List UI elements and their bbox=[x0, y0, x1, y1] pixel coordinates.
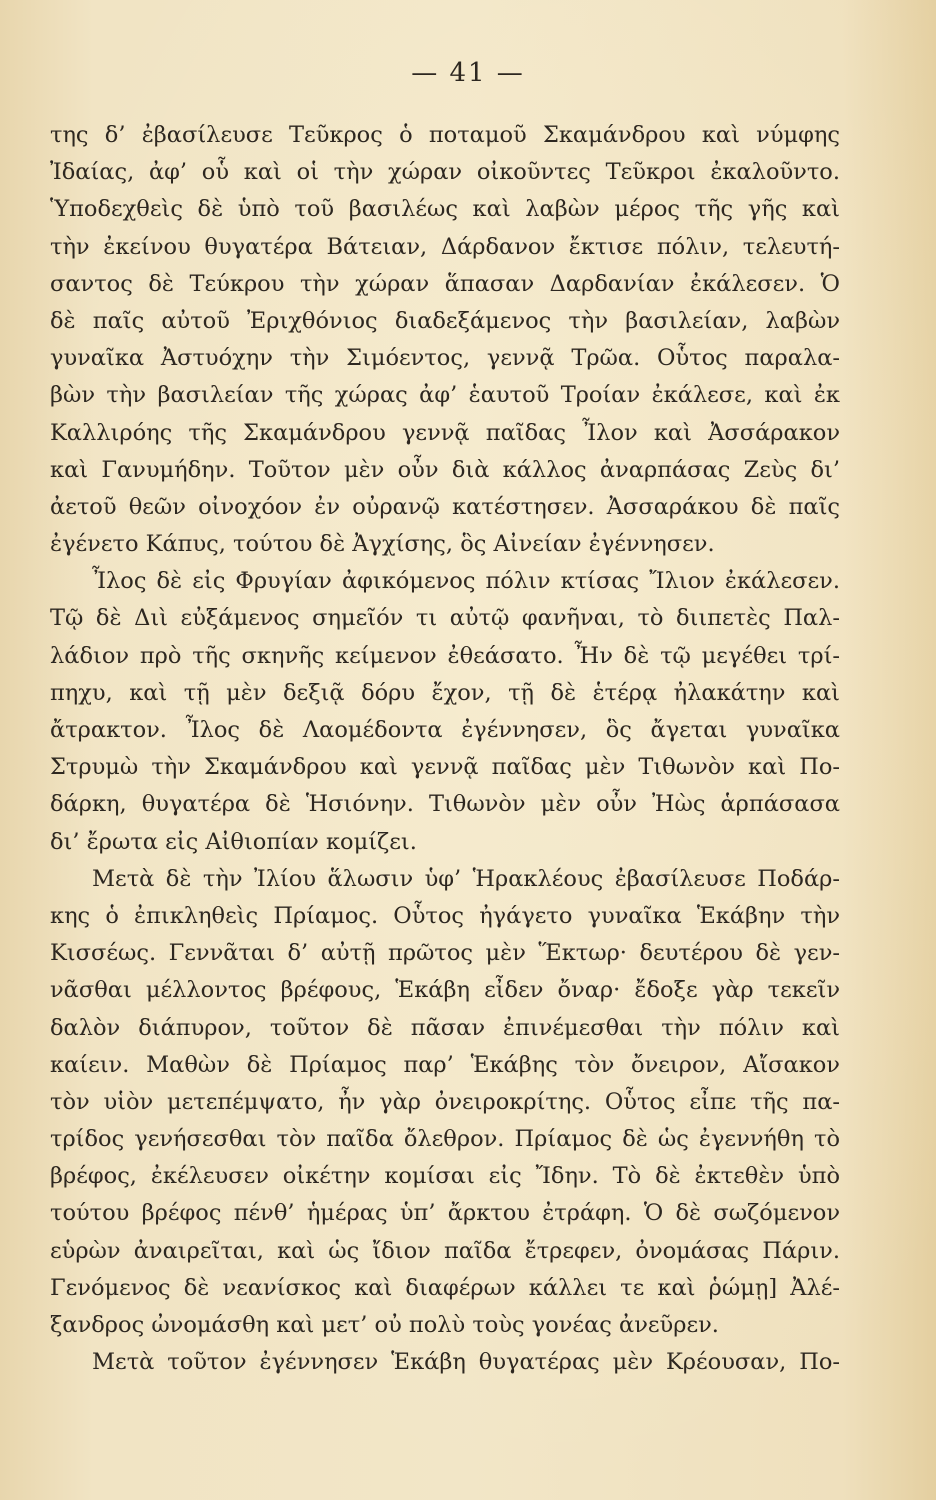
text-line: δὲ παῖς αὐτοῦ Ἐριχθόνιος διαδεξάμενος τὴν βασιλείαν, λαβὼν bbox=[50, 307, 840, 334]
text-line: ἀετοῦ θεῶν οἰνοχόον ἐν οὐρανῷ κατέστησεν. Ἀσσαράκου δὲ παῖς bbox=[50, 493, 840, 520]
text-line: γυναῖκα Ἀστυόχην τὴν Σιμόεντος, γεννᾷ Τρῶα. Οὗτος παραλα- bbox=[50, 345, 840, 372]
text-line: τούτου βρέφος πένθ’ ἡμέρας ὑπ’ ἄρκτου ἐτράφη. Ὁ δὲ σωζόμενον bbox=[50, 1200, 840, 1227]
text-line: εὑρὼν ἀναιρεῖται, καὶ ὡς ἴδιον παῖδα ἔτρεφεν, ὀνομάσας Πάριν. bbox=[50, 1237, 840, 1264]
text-line: Στρυμὼ τὴν Σκαμάνδρου καὶ γεννᾷ παῖδας μὲν Τιθωνὸν καὶ Πο- bbox=[50, 754, 840, 781]
text-line: πηχυ, καὶ τῇ μὲν δεξιᾷ δόρυ ἔχον, τῇ δὲ ἑτέρᾳ ἠλακάτην καὶ bbox=[50, 679, 840, 706]
text-line: της δ’ ἐβασίλευσε Τεῦκρος ὁ ποταμοῦ Σκαμάνδρου καὶ νύμφης bbox=[50, 122, 840, 148]
text-line: κης ὁ ἐπικληθεὶς Πρίαμος. Οὗτος ἠγάγετο γυναῖκα Ἑκάβην τὴν bbox=[50, 902, 840, 929]
paragraph-start-line: Μετὰ δὲ τὴν Ἰλίου ἅλωσιν ὑφ’ Ἡρακλέους ἐβασίλευσε Ποδάρ- bbox=[92, 865, 840, 892]
text-line: βρέφος, ἐκέλευσεν οἰκέτην κομίσαι εἰς Ἴδην. Τὸ δὲ ἐκτεθὲν ὑπὸ bbox=[50, 1163, 840, 1190]
text-line: Ὑποδεχθεὶς δὲ ὑπὸ τοῦ βασιλέως καὶ λαβὼν μέρος τῆς γῆς καὶ bbox=[50, 196, 840, 223]
text-line: βὼν τὴν βασιλείαν τῆς χώρας ἀφ’ ἑαυτοῦ Τροίαν ἐκάλεσε, καὶ ἐκ bbox=[50, 382, 840, 409]
text-line: τὴν ἐκείνου θυγατέρα Βάτειαν, Δάρδανον ἔκτισε πόλιν, τελευτή- bbox=[50, 233, 840, 260]
text-line: δαλὸν διάπυρον, τοῦτον δὲ πᾶσαν ἐπινέμεσθαι τὴν πόλιν καὶ bbox=[50, 1014, 840, 1041]
text-line: Γενόμενος δὲ νεανίσκος καὶ διαφέρων κάλλει τε καὶ ῥώμῃ] Ἀλέ- bbox=[50, 1274, 840, 1301]
text-line: λάδιον πρὸ τῆς σκηνῆς κείμενον ἐθεάσατο. Ἦν δὲ τῷ μεγέθει τρί- bbox=[50, 642, 840, 669]
text-line: Τῷ δὲ Διὶ εὐξάμενος σημεῖόν τι αὐτῷ φανῆναι, τὸ διιπετὲς Παλ- bbox=[50, 605, 840, 632]
text-line: ἄτρακτον. Ἶλος δὲ Λαομέδοντα ἐγέννησεν, ὃς ἄγεται γυναῖκα bbox=[50, 717, 840, 743]
text-line: Ἰδαίας, ἀφ’ οὗ καὶ οἱ τὴν χώραν οἰκοῦντες Τεῦκροι ἐκαλοῦντο. bbox=[50, 159, 840, 186]
paragraph-start-line: Ἶλος δὲ εἰς Φρυγίαν ἀφικόμενος πόλιν κτίσας Ἴλιον ἐκάλεσεν. bbox=[92, 568, 840, 595]
text-line: τὸν υἱὸν μετεπέμψατο, ἦν γὰρ ὀνειροκρίτης. Οὗτος εἶπε τῆς πα- bbox=[50, 1088, 840, 1115]
text-line: Καλλιρόης τῆς Σκαμάνδρου γεννᾷ παῖδας Ἶλον καὶ Ἀσσάρακον bbox=[50, 419, 840, 446]
body-text bbox=[50, 117, 840, 1381]
page-number: — 41 — bbox=[411, 58, 525, 88]
text-line: νᾶσθαι μέλλοντος βρέφους, Ἑκάβη εἶδεν ὄναρ· ἔδοξε γὰρ τεκεῖν bbox=[50, 977, 840, 1004]
text-line: καίειν. Μαθὼν δὲ Πρίαμος παρ’ Ἑκάβης τὸν ὄνειρον, Αἴσακον bbox=[50, 1051, 840, 1078]
paragraph-end-line: ξανδρος ὠνομάσθη καὶ μετ’ οὐ πολὺ τοὺς γονέας ἀνεῦρεν. bbox=[50, 1312, 719, 1338]
paragraph-start-line: Μετὰ τοῦτον ἐγέννησεν Ἑκάβη θυγατέρας μὲν Κρέουσαν, Πο- bbox=[92, 1349, 840, 1376]
text-line: δάρκη, θυγατέρα δὲ Ἡσιόνην. Τιθωνὸν μὲν οὖν Ἠὼς ἁρπάσασα bbox=[50, 791, 840, 818]
paragraph-end-line: δι’ ἔρωτα εἰς Αἰθιοπίαν κομίζει. bbox=[50, 828, 417, 855]
text-line: σαντος δὲ Τεύκρου τὴν χώραν ἅπασαν Δαρδανίαν ἐκάλεσεν. Ὁ bbox=[50, 270, 840, 297]
text-line: Κισσέως. Γεννᾶται δ’ αὐτῇ πρῶτος μὲν Ἕκτωρ· δευτέρου δὲ γεν- bbox=[50, 940, 840, 967]
paragraph-end-line: ἐγένετο Κάπυς, τούτου δὲ Ἀγχίσης, ὃς Αἰνείαν ἐγέννησεν. bbox=[50, 531, 715, 558]
text-line: τρίδος γενήσεσθαι τὸν παῖδα ὄλεθρον. Πρίαμος δὲ ὡς ἐγεννήθη τὸ bbox=[50, 1126, 840, 1153]
text-line: καὶ Γανυμήδην. Τοῦτον μὲν οὖν διὰ κάλλος ἀναρπάσας Ζεὺς δι’ bbox=[50, 456, 840, 483]
